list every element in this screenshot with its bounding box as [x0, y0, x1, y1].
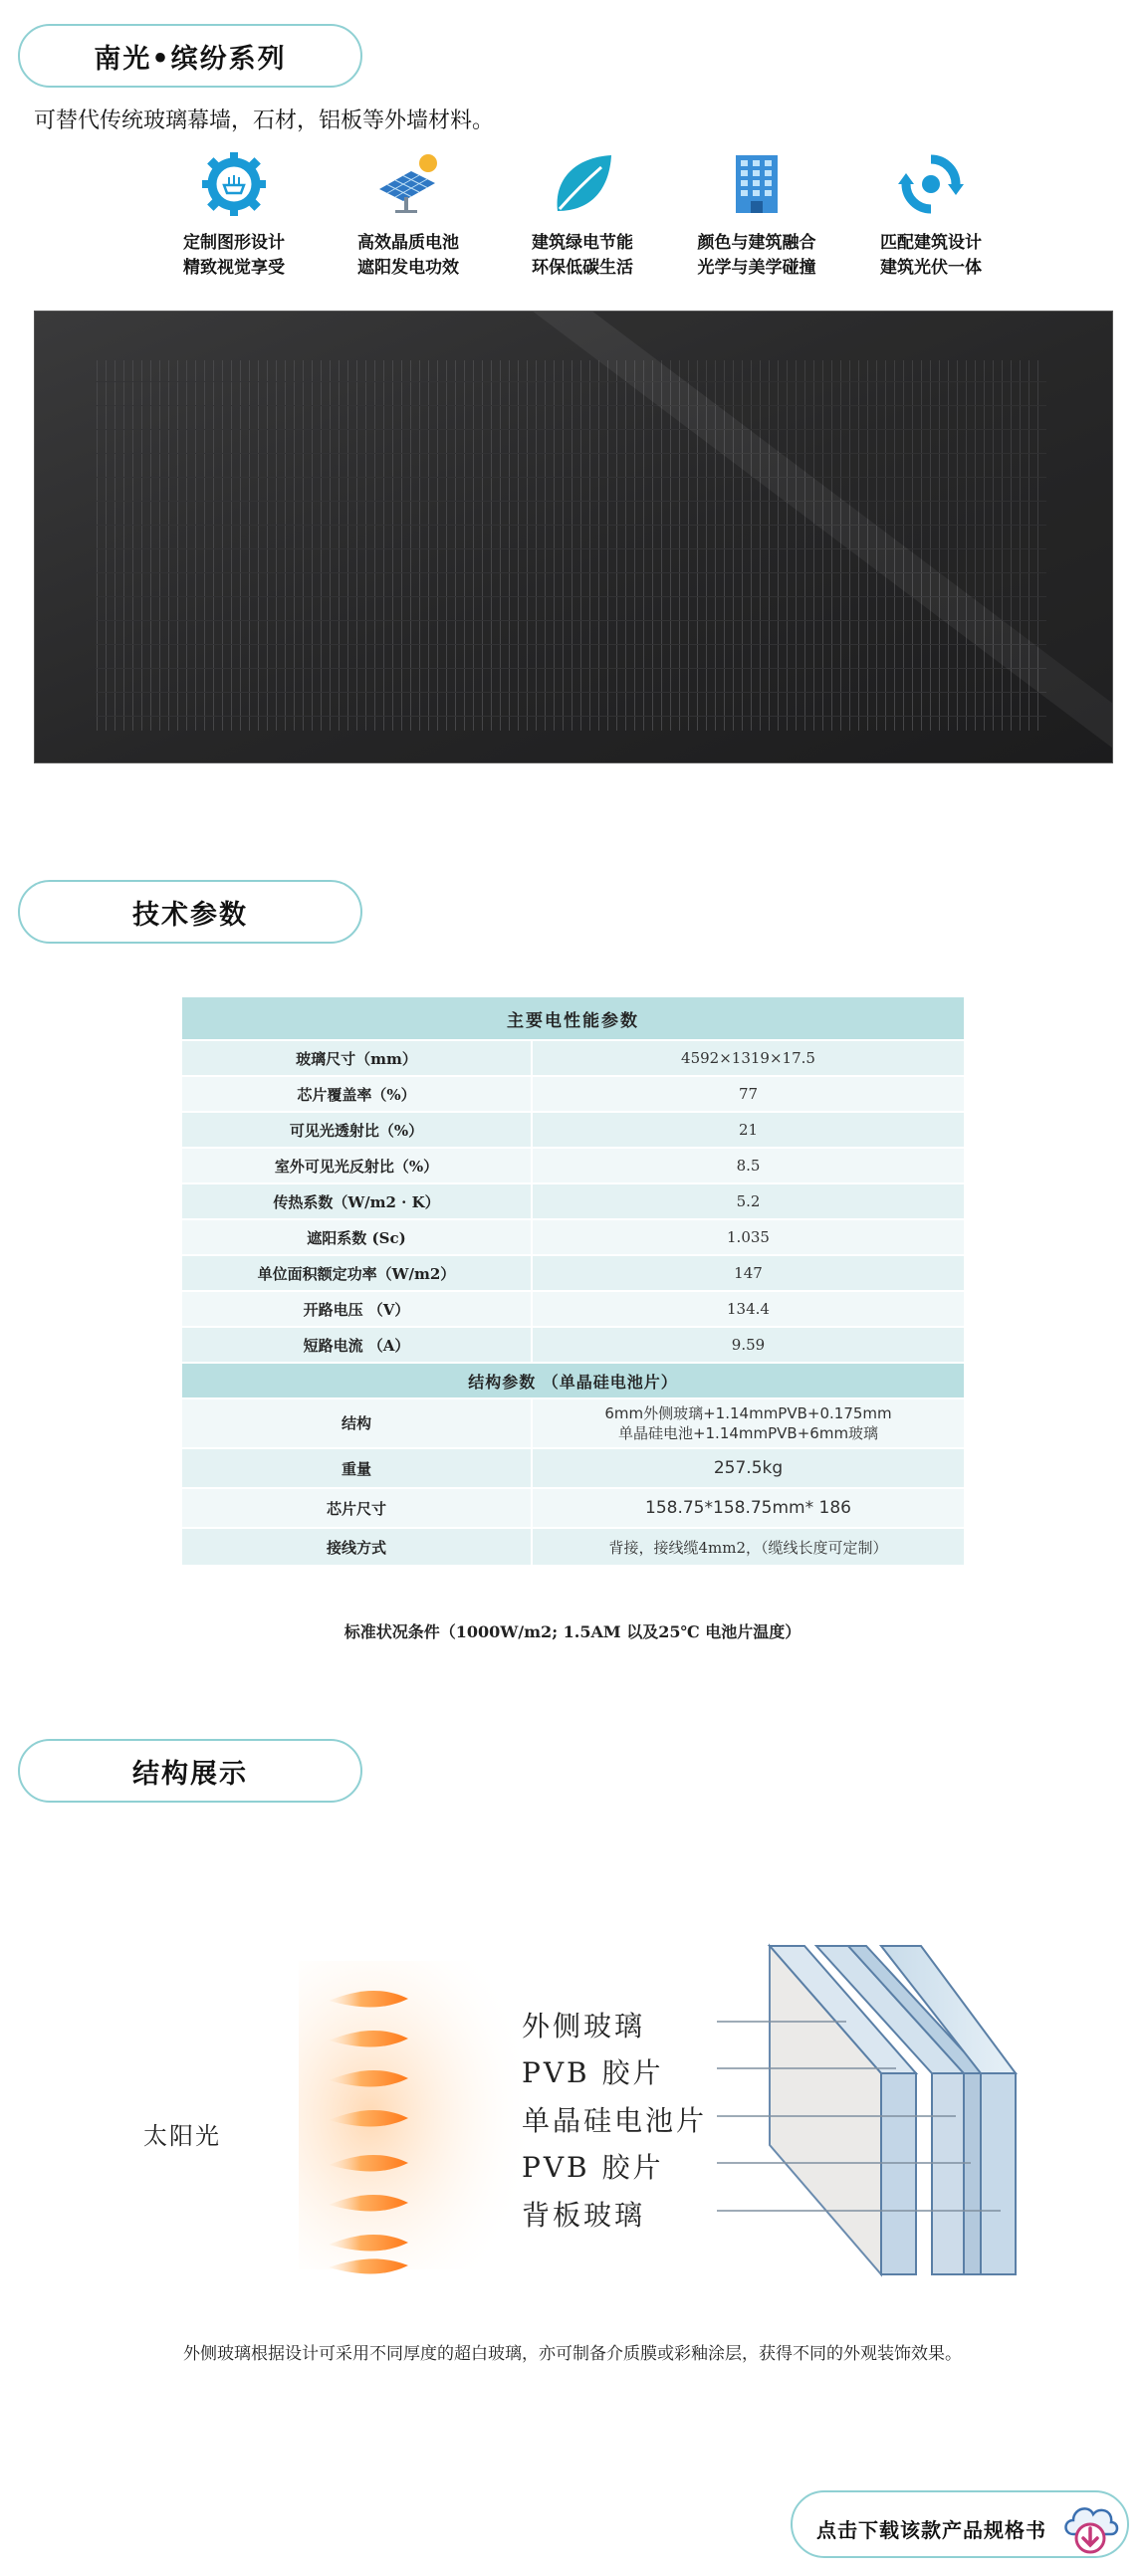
- building-icon: [722, 149, 792, 219]
- structure-title: 结构展示: [132, 1758, 248, 1790]
- intro-text: 可替代传统玻璃幕墙，石材，铝板等外墙材料。: [34, 108, 495, 133]
- feature-item: [149, 149, 319, 281]
- param-value: 9.59: [532, 1327, 965, 1363]
- param-name: 短路电流 （A）: [181, 1327, 532, 1363]
- param-name: 遮阳系数 (Sc): [181, 1219, 532, 1255]
- param-name: 芯片覆盖率（%）: [181, 1076, 532, 1112]
- layer-label-cell: 单晶硅电池片: [522, 2104, 708, 2137]
- feature-line1: 高效晶质电池: [357, 233, 459, 253]
- param-name: 重量: [181, 1448, 532, 1488]
- param-value: 147: [532, 1255, 965, 1291]
- table-header-row: [181, 1363, 965, 1398]
- download-spec-button[interactable]: [791, 2490, 1129, 2558]
- tech-title: 技术参数: [132, 899, 248, 931]
- table-row: [181, 1327, 965, 1363]
- cloud-download-icon: [1059, 2494, 1121, 2556]
- table-row: [181, 1398, 965, 1448]
- feature-line2: 光学与美学碰撞: [697, 258, 816, 278]
- series-title: 南光•缤纷系列: [94, 43, 287, 75]
- table-header-row: [181, 996, 965, 1040]
- solar-panel-icon: [373, 149, 443, 219]
- structure-note: 外侧玻璃根据设计可采用不同厚度的超白玻璃，亦可制备介质膜或彩釉涂层，获得不同的外观装饰效果。: [183, 2344, 962, 2364]
- param-value: 257.5kg: [532, 1448, 965, 1488]
- param-value: 5.2: [532, 1183, 965, 1219]
- section-title-series: [18, 24, 362, 88]
- structure-line1: 6mm外侧玻璃+1.14mmPVB+0.175mm: [604, 1404, 892, 1422]
- recycle-arrows-icon: [896, 149, 966, 219]
- param-value: [532, 1398, 965, 1448]
- download-label: 点击下载该款产品规格书: [816, 2518, 1046, 2542]
- table-header-electrical: 主要电性能参数: [181, 996, 965, 1040]
- layer-label-pvb-1: PVB 胶片: [522, 2056, 664, 2089]
- leaf-icon: [548, 149, 617, 219]
- feature-line1: 定制图形设计: [183, 233, 285, 253]
- feature-item: [846, 149, 1016, 281]
- feature-line1: 建筑绿电节能: [532, 233, 633, 253]
- table-row: [181, 1528, 965, 1566]
- param-value: 背接，接线缆4mm2，（缆线长度可定制）: [532, 1528, 965, 1566]
- feature-item: [324, 149, 493, 281]
- feature-line1: 匹配建筑设计: [880, 233, 982, 253]
- param-name: 结构: [181, 1398, 532, 1448]
- table-row: [181, 1219, 965, 1255]
- test-condition-note: 标准状况条件（1000W/m2; 1.5AM 以及25℃ 电池片温度）: [344, 1622, 802, 1641]
- parameter-table: [180, 995, 966, 1567]
- table-row: [181, 1076, 965, 1112]
- param-value: 1.035: [532, 1219, 965, 1255]
- param-name: 接线方式: [181, 1528, 532, 1566]
- feature-item: [498, 149, 667, 281]
- table-header-structure: 结构参数 （单晶硅电池片）: [181, 1363, 965, 1398]
- feature-line2: 环保低碳生活: [532, 258, 633, 278]
- feature-line2: 遮阳发电功效: [357, 258, 459, 278]
- layer-label-outer-glass: 外侧玻璃: [522, 2010, 646, 2042]
- param-value: 21: [532, 1112, 965, 1148]
- param-name: 玻璃尺寸（mm）: [181, 1040, 532, 1076]
- param-name: 单位面积额定功率（W/m2）: [181, 1255, 532, 1291]
- param-value: 134.4: [532, 1291, 965, 1327]
- param-name: 传热系数（W/m2 · K）: [181, 1183, 532, 1219]
- param-name: 开路电压 （V）: [181, 1291, 532, 1327]
- param-value: 4592×1319×17.5: [532, 1040, 965, 1076]
- table-row: [181, 1448, 965, 1488]
- glass-layers: [770, 1946, 1016, 2274]
- sunlight-label: 太阳光: [143, 2122, 221, 2150]
- layer-label-back-glass: 背板玻璃: [522, 2199, 646, 2232]
- param-value: 77: [532, 1076, 965, 1112]
- param-name: 芯片尺寸: [181, 1488, 532, 1528]
- param-name: 可见光透射比（%）: [181, 1112, 532, 1148]
- feature-item: [672, 149, 841, 281]
- product-panel-image: [34, 311, 1113, 763]
- table-row: [181, 1291, 965, 1327]
- section-title-tech: [18, 880, 362, 944]
- table-row: [181, 1183, 965, 1219]
- structure-line2: 单晶硅电池+1.14mmPVB+6mm玻璃: [617, 1424, 879, 1442]
- table-row: [181, 1112, 965, 1148]
- section-title-structure: [18, 1739, 362, 1803]
- param-value: 8.5: [532, 1148, 965, 1183]
- param-value: 158.75*158.75mm* 186: [532, 1488, 965, 1528]
- gear-blueprint-icon: [199, 149, 269, 219]
- table-row: [181, 1040, 965, 1076]
- feature-line2: 精致视觉享受: [183, 258, 285, 278]
- feature-line1: 颜色与建筑融合: [697, 233, 816, 253]
- table-row: [181, 1255, 965, 1291]
- feature-line2: 建筑光伏一体: [880, 258, 982, 278]
- layer-label-pvb-2: PVB 胶片: [522, 2151, 664, 2184]
- table-row: [181, 1148, 965, 1183]
- param-name: 室外可见光反射比（%）: [181, 1148, 532, 1183]
- table-row: [181, 1488, 965, 1528]
- feature-list: [149, 149, 1026, 277]
